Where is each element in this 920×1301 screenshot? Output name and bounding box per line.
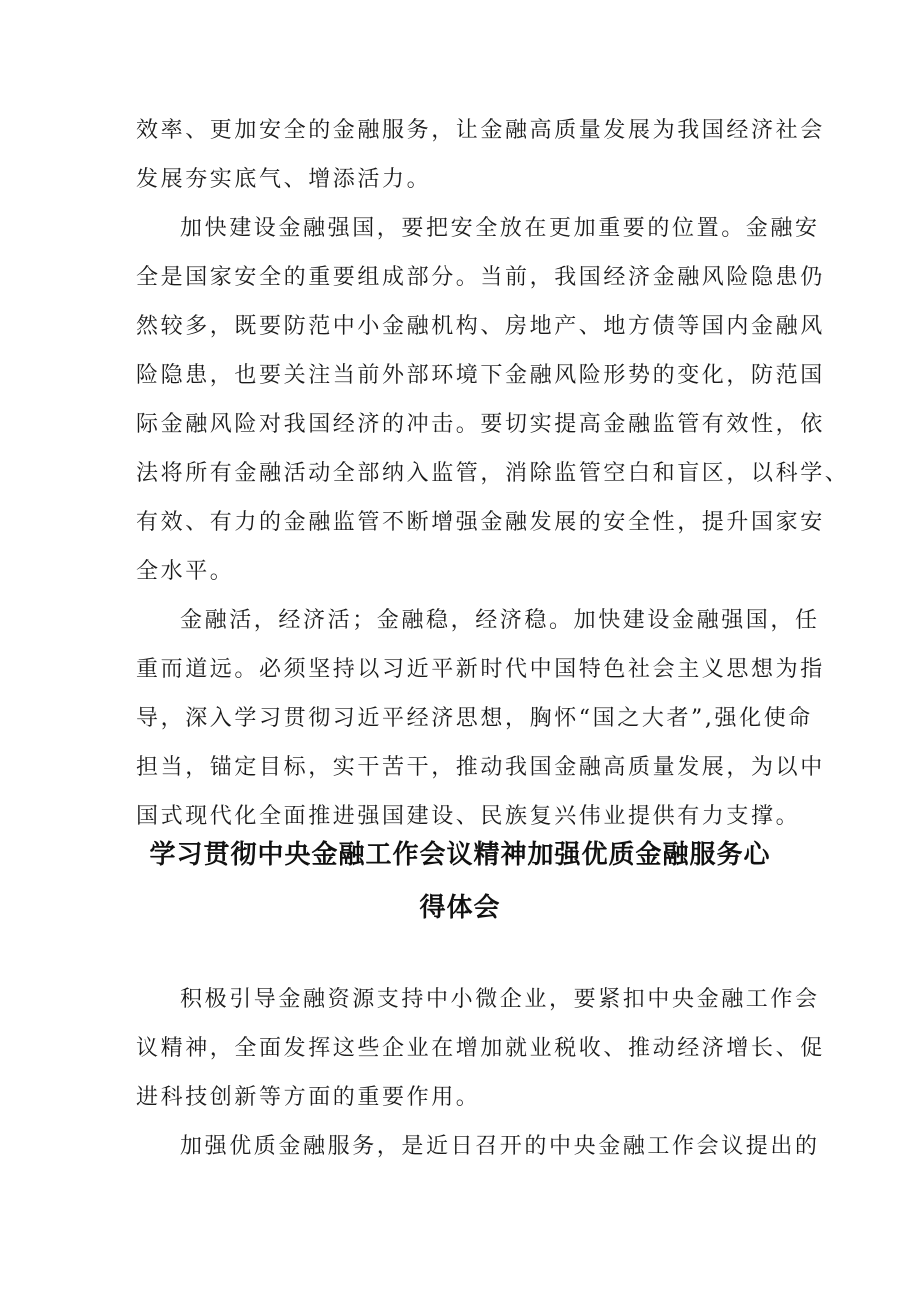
text-line: 险隐患，也要关注当前外部环境下金融风险形势的变化，防范国 bbox=[136, 363, 825, 388]
text-line: 全水平。 bbox=[136, 559, 235, 584]
text-line: 有效、有力的金融监管不断增强金融发展的安全性，提升国家安 bbox=[136, 510, 825, 535]
text-line: 重而道远。必须坚持以习近平新时代中国特色社会主义思想为指 bbox=[136, 657, 825, 682]
text-line: 担当，锚定目标，实干苦干，推动我国金融高质量发展，为以中 bbox=[136, 755, 825, 780]
text-line: 加强优质金融服务，是近日召开的中央金融工作会议提出的 bbox=[180, 1134, 820, 1159]
text-line: 进科技创新等方面的重要作用。 bbox=[136, 1085, 481, 1110]
text-line: 然较多，既要防范中小金融机构、房地产、地方债等国内金融风 bbox=[136, 314, 825, 339]
text-line: 加快建设金融强国，要把安全放在更加重要的位置。金融安 bbox=[180, 216, 820, 241]
title-line: 得体会 bbox=[419, 893, 501, 923]
text-line: 导，深入学习贯彻习近平经济思想，胸怀“国之大者”,强化使命 bbox=[136, 706, 813, 731]
text-line: 金融活，经济活；金融稳，经济稳。加快建设金融强国，任 bbox=[180, 608, 820, 633]
text-line: 际金融风险对我国经济的冲击。要切实提高金融监管有效性，依 bbox=[136, 412, 825, 437]
text-line: 法将所有金融活动全部纳入监管，消除监管空白和盲区，以科学、 bbox=[136, 461, 850, 486]
text-line: 积极引导金融资源支持中小微企业，要紧扣中央金融工作会 bbox=[180, 987, 820, 1012]
text-line: 效率、更加安全的金融服务，让金融高质量发展为我国经济社会 bbox=[136, 118, 825, 143]
title-line: 学习贯彻中央金融工作会议精神加强优质金融服务心 bbox=[149, 840, 771, 870]
text-line: 发展夯实底气、增添活力。 bbox=[136, 167, 432, 192]
text-line: 全是国家安全的重要组成部分。当前，我国经济金融风险隐患仍 bbox=[136, 265, 825, 290]
text-line: 议精神，全面发挥这些企业在增加就业税收、推动经济增长、促 bbox=[136, 1036, 825, 1061]
text-line: 国式现代化全面推进强国建设、民族复兴伟业提供有力支撑。 bbox=[136, 804, 801, 829]
